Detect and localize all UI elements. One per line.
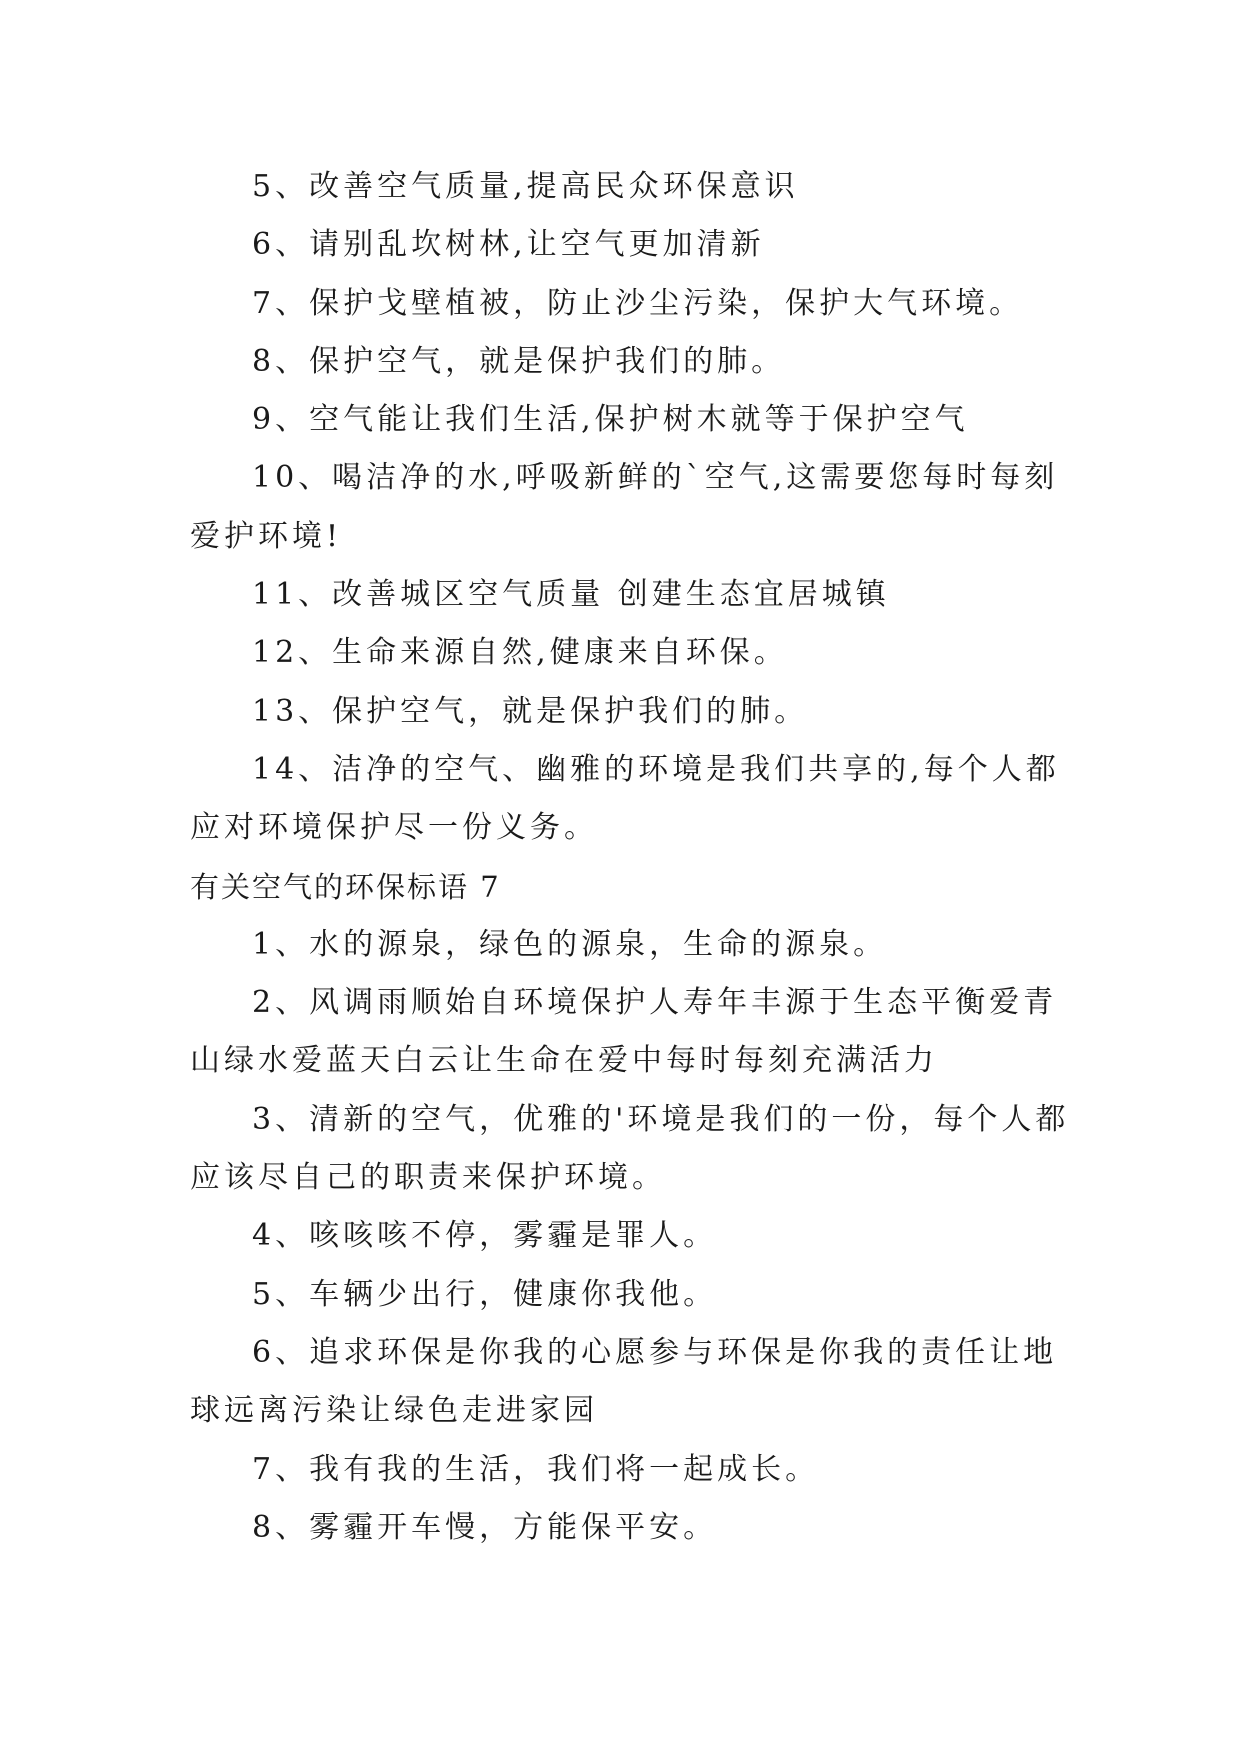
slogan-line: 6、追求环保是你我的心愿参与环保是你我的责任让地 [252, 1334, 1058, 1370]
slogan-line: 2、风调雨顺始自环境保护人寿年丰源于生态平衡爱青 [252, 985, 1058, 1021]
document-body [190, 158, 1070, 1557]
slogan-line: 10、喝洁净的水,呼吸新鲜的`空气,这需要您每时每刻 [252, 460, 1059, 496]
slogan-line-continuation: 应该尽自己的职责来保护环境。 [190, 1160, 666, 1196]
slogan-line: 13、保护空气，就是保护我们的肺。 [252, 693, 809, 729]
slogan-line: 3、清新的空气，优雅的'环境是我们的一份，每个人都 [252, 1101, 1070, 1137]
slogan-line: 7、保护戈壁植被，防止沙尘污染，保护大气环境。 [252, 285, 1024, 321]
slogan-line: 9、空气能让我们生活,保护树木就等于保护空气 [252, 402, 969, 438]
slogan-line: 6、请别乱坎树林,让空气更加清新 [252, 227, 765, 263]
slogan-line: 5、改善空气质量,提高民众环保意识 [252, 169, 799, 204]
slogan-line: 5、车辆少出行，健康你我他。 [252, 1276, 718, 1312]
slogan-line: 14、洁净的空气、幽雅的环境是我们共享的,每个人都 [252, 751, 1060, 787]
slogan-line-continuation: 应对环境保护尽一份义务。 [190, 810, 598, 846]
slogan-line-continuation: 爱护环境! [190, 518, 343, 554]
slogan-line-continuation: 山绿水爱蓝天白云让生命在爱中每时每刻充满活力 [190, 1043, 938, 1079]
slogan-line: 1、水的源泉，绿色的源泉，生命的源泉。 [252, 926, 888, 962]
slogan-line: 8、保护空气，就是保护我们的肺。 [252, 343, 786, 379]
slogan-line: 11、改善城区空气质量 创建生态宜居城镇 [252, 577, 890, 613]
slogan-line: 7、我有我的生活，我们将一起成长。 [252, 1451, 820, 1487]
slogan-line: 8、雾霾开车慢，方能保平安。 [252, 1509, 718, 1545]
slogan-line: 12、生命来源自然,健康来自环保。 [252, 635, 788, 671]
slogan-line: 4、咳咳咳不停，雾霾是罪人。 [252, 1218, 718, 1254]
slogan-line-continuation: 球远离污染让绿色走进家园 [190, 1393, 598, 1429]
section-heading: 有关空气的环保标语 7 [190, 869, 501, 904]
